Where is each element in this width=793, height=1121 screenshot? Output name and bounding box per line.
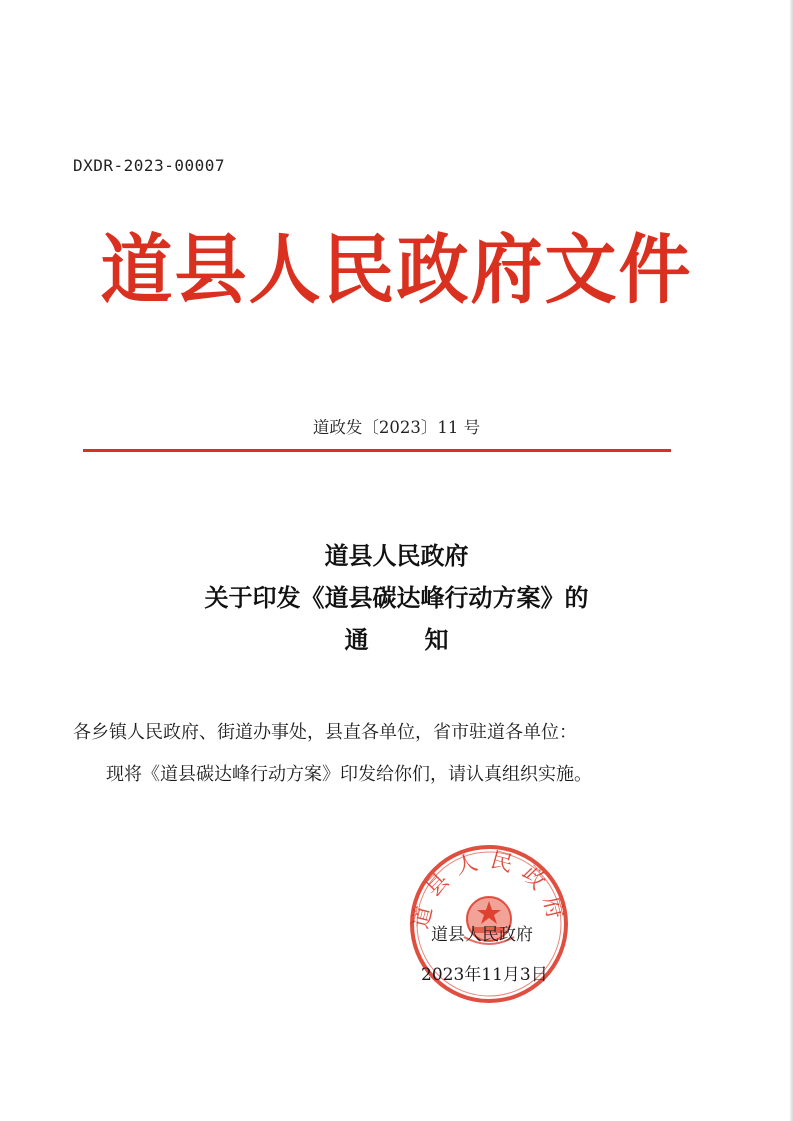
signature-organization: 道县人民政府: [431, 925, 533, 945]
svg-text:道县人民政府: 道县人民政府: [408, 847, 570, 932]
body-paragraph: 现将《道县碳达峰行动方案》印发给你们，请认真组织实施。: [106, 764, 592, 785]
signature-date: 2023年11月3日: [421, 965, 548, 985]
title-line-subject: 关于印发《道县碳达峰行动方案》的: [204, 584, 589, 612]
document-title: [0, 535, 793, 661]
issue-number: 道政发〔2023〕11 号: [312, 418, 481, 437]
document-number: DXDR-2023-00007: [73, 156, 225, 175]
document-masthead: 道县人民政府文件: [100, 225, 693, 314]
salutation: 各乡镇人民政府、街道办事处，县直各单位，省市驻道各单位：: [73, 722, 577, 743]
title-line-notice: 通知: [344, 626, 505, 654]
red-divider-line: [83, 449, 671, 452]
title-line-issuer: 道县人民政府: [324, 542, 469, 570]
